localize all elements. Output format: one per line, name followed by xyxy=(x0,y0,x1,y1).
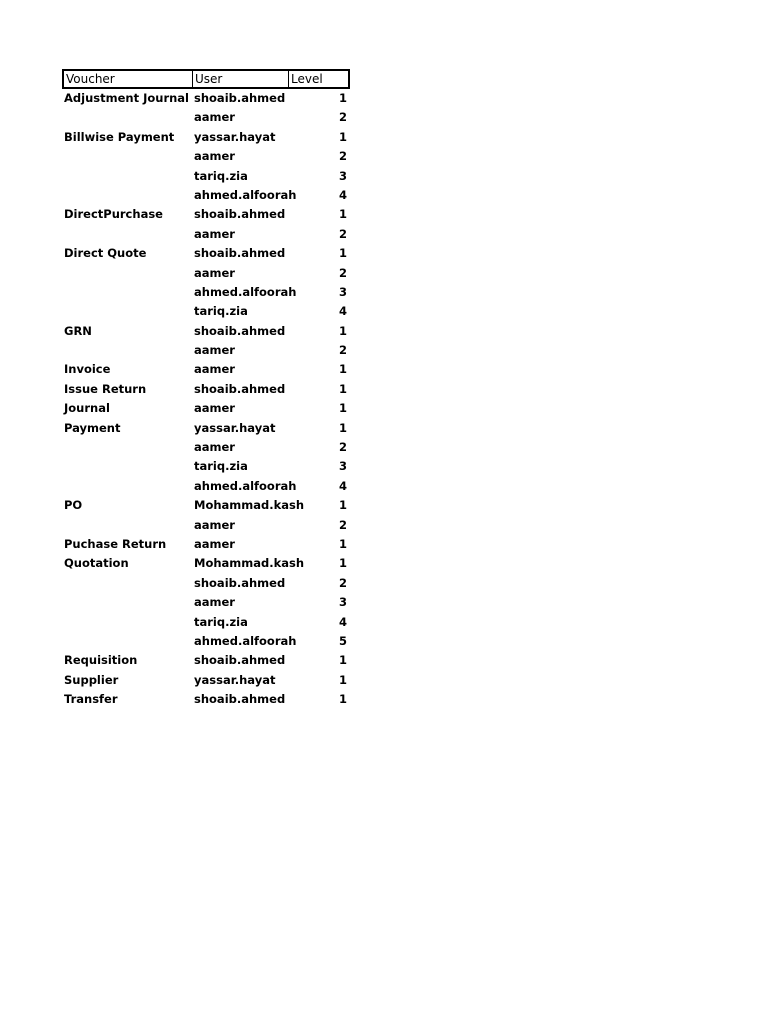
voucher-cell: GRN xyxy=(64,323,92,338)
level-cell: 4 xyxy=(338,187,347,202)
voucher-cell xyxy=(62,302,192,321)
table-row xyxy=(62,186,350,205)
table-row xyxy=(62,147,350,166)
voucher-cell xyxy=(62,186,192,205)
voucher-cell xyxy=(62,574,192,593)
voucher-cell xyxy=(62,593,192,612)
level-cell: 2 xyxy=(338,517,347,532)
table-row xyxy=(62,671,350,690)
voucher-cell xyxy=(62,167,192,186)
header-user: User xyxy=(193,71,289,87)
table-row xyxy=(62,302,350,321)
table-row xyxy=(62,477,350,496)
approval-levels-table xyxy=(62,69,350,710)
level-cell: 4 xyxy=(338,614,347,629)
table-row xyxy=(62,108,350,127)
table-row xyxy=(62,613,350,632)
user-cell: shoaib.ahmed xyxy=(194,91,286,105)
user-cell: ahmed.alfoorah xyxy=(194,284,297,299)
user-cell: ahmed.alfoorah xyxy=(194,478,297,493)
voucher-cell: Direct Quote xyxy=(64,246,147,261)
level-cell: 1 xyxy=(338,556,347,571)
voucher-cell: Billwise Payment xyxy=(64,129,175,144)
table-row xyxy=(62,360,350,379)
table-row xyxy=(62,651,350,670)
voucher-cell xyxy=(62,438,192,457)
voucher-cell: Quotation xyxy=(64,556,129,571)
table-row xyxy=(62,554,350,573)
table-row xyxy=(62,419,350,438)
table-row xyxy=(62,496,350,515)
level-cell: 2 xyxy=(338,149,347,164)
user-cell: yassar.hayat xyxy=(194,672,276,687)
level-cell: 1 xyxy=(338,362,347,377)
user-cell: shoaib.ahmed xyxy=(194,692,286,707)
user-cell: tariq.zia xyxy=(194,304,248,319)
user-cell: aamer xyxy=(194,536,235,551)
level-cell: 4 xyxy=(338,304,347,319)
table-row xyxy=(62,341,350,360)
voucher-cell: Transfer xyxy=(64,692,118,707)
voucher-cell: Issue Return xyxy=(64,381,147,396)
user-cell: aamer xyxy=(194,149,235,164)
level-cell: 3 xyxy=(338,168,347,183)
voucher-cell xyxy=(62,264,192,283)
user-cell: yassar.hayat xyxy=(194,129,276,144)
voucher-cell: Adjustment Journal xyxy=(64,91,190,105)
table-row xyxy=(62,593,350,612)
user-cell: Mohammad.kash xyxy=(194,556,305,571)
table-row xyxy=(62,457,350,476)
user-cell: shoaib.ahmed xyxy=(194,207,286,222)
voucher-cell: Payment xyxy=(64,420,121,435)
table-body xyxy=(62,89,350,710)
user-cell: aamer xyxy=(194,440,235,455)
level-cell: 1 xyxy=(338,498,347,513)
level-cell: 1 xyxy=(338,246,347,261)
level-cell: 1 xyxy=(338,672,347,687)
table-row xyxy=(62,225,350,244)
level-cell: 3 xyxy=(338,459,347,474)
voucher-cell: PO xyxy=(64,498,83,513)
user-cell: shoaib.ahmed xyxy=(194,246,286,261)
voucher-cell: Puchase Return xyxy=(64,536,167,551)
voucher-cell: Supplier xyxy=(64,672,119,687)
table-row xyxy=(62,535,350,554)
level-cell: 4 xyxy=(338,478,347,493)
level-cell: 1 xyxy=(338,653,347,668)
table-row xyxy=(62,399,350,418)
user-cell: shoaib.ahmed xyxy=(194,323,286,338)
user-cell: aamer xyxy=(194,110,235,125)
table-row xyxy=(62,322,350,341)
voucher-cell: Journal xyxy=(64,401,110,416)
level-cell: 1 xyxy=(338,207,347,222)
table-row xyxy=(62,632,350,651)
table-row xyxy=(62,380,350,399)
table-row xyxy=(62,264,350,283)
table-row xyxy=(62,283,350,302)
level-cell: 1 xyxy=(338,401,347,416)
user-cell: yassar.hayat xyxy=(194,420,276,435)
user-cell: aamer xyxy=(194,595,235,610)
user-cell: shoaib.ahmed xyxy=(194,381,286,396)
level-cell: 1 xyxy=(338,692,347,707)
level-cell: 1 xyxy=(338,129,347,144)
level-cell: 1 xyxy=(338,91,347,105)
voucher-cell xyxy=(62,108,192,127)
user-cell: ahmed.alfoorah xyxy=(194,187,297,202)
user-cell: shoaib.ahmed xyxy=(194,575,286,590)
level-cell: 2 xyxy=(338,575,347,590)
level-cell: 2 xyxy=(338,440,347,455)
header-voucher: Voucher xyxy=(64,71,193,87)
voucher-cell xyxy=(62,632,192,651)
user-cell: tariq.zia xyxy=(194,459,248,474)
user-cell: aamer xyxy=(194,226,235,241)
voucher-cell: Invoice xyxy=(64,362,111,377)
header-level: Level xyxy=(291,72,323,86)
user-cell: Mohammad.kash xyxy=(194,498,305,513)
level-cell: 1 xyxy=(338,381,347,396)
voucher-cell xyxy=(62,283,192,302)
table-row xyxy=(62,167,350,186)
voucher-cell: Requisition xyxy=(64,653,138,668)
user-cell: tariq.zia xyxy=(194,614,248,629)
level-cell: 3 xyxy=(338,284,347,299)
level-cell: 2 xyxy=(338,226,347,241)
table-row xyxy=(62,516,350,535)
level-cell: 5 xyxy=(338,633,347,648)
user-cell: aamer xyxy=(194,343,235,358)
voucher-cell xyxy=(62,613,192,632)
user-cell: shoaib.ahmed xyxy=(194,653,286,668)
table-header-row xyxy=(62,69,350,89)
voucher-cell xyxy=(62,147,192,166)
user-cell: aamer xyxy=(194,401,235,416)
user-cell: tariq.zia xyxy=(194,168,248,183)
voucher-cell xyxy=(62,457,192,476)
level-cell: 2 xyxy=(338,110,347,125)
level-cell: 2 xyxy=(338,265,347,280)
voucher-cell xyxy=(62,225,192,244)
user-cell: ahmed.alfoorah xyxy=(194,633,297,648)
level-cell: 3 xyxy=(338,595,347,610)
table-row xyxy=(62,690,350,709)
level-cell: 1 xyxy=(338,536,347,551)
level-cell: 1 xyxy=(338,420,347,435)
voucher-cell xyxy=(62,341,192,360)
user-cell: aamer xyxy=(194,362,235,377)
table-row xyxy=(62,574,350,593)
voucher-cell: DirectPurchase xyxy=(64,207,163,222)
level-cell: 1 xyxy=(338,323,347,338)
table-row xyxy=(62,205,350,224)
level-cell: 2 xyxy=(338,343,347,358)
voucher-cell xyxy=(62,477,192,496)
user-cell: aamer xyxy=(194,265,235,280)
user-cell: aamer xyxy=(194,517,235,532)
table-row xyxy=(62,128,350,147)
table-row xyxy=(62,89,350,108)
voucher-cell xyxy=(62,516,192,535)
table-row xyxy=(62,438,350,457)
table-row xyxy=(62,244,350,263)
